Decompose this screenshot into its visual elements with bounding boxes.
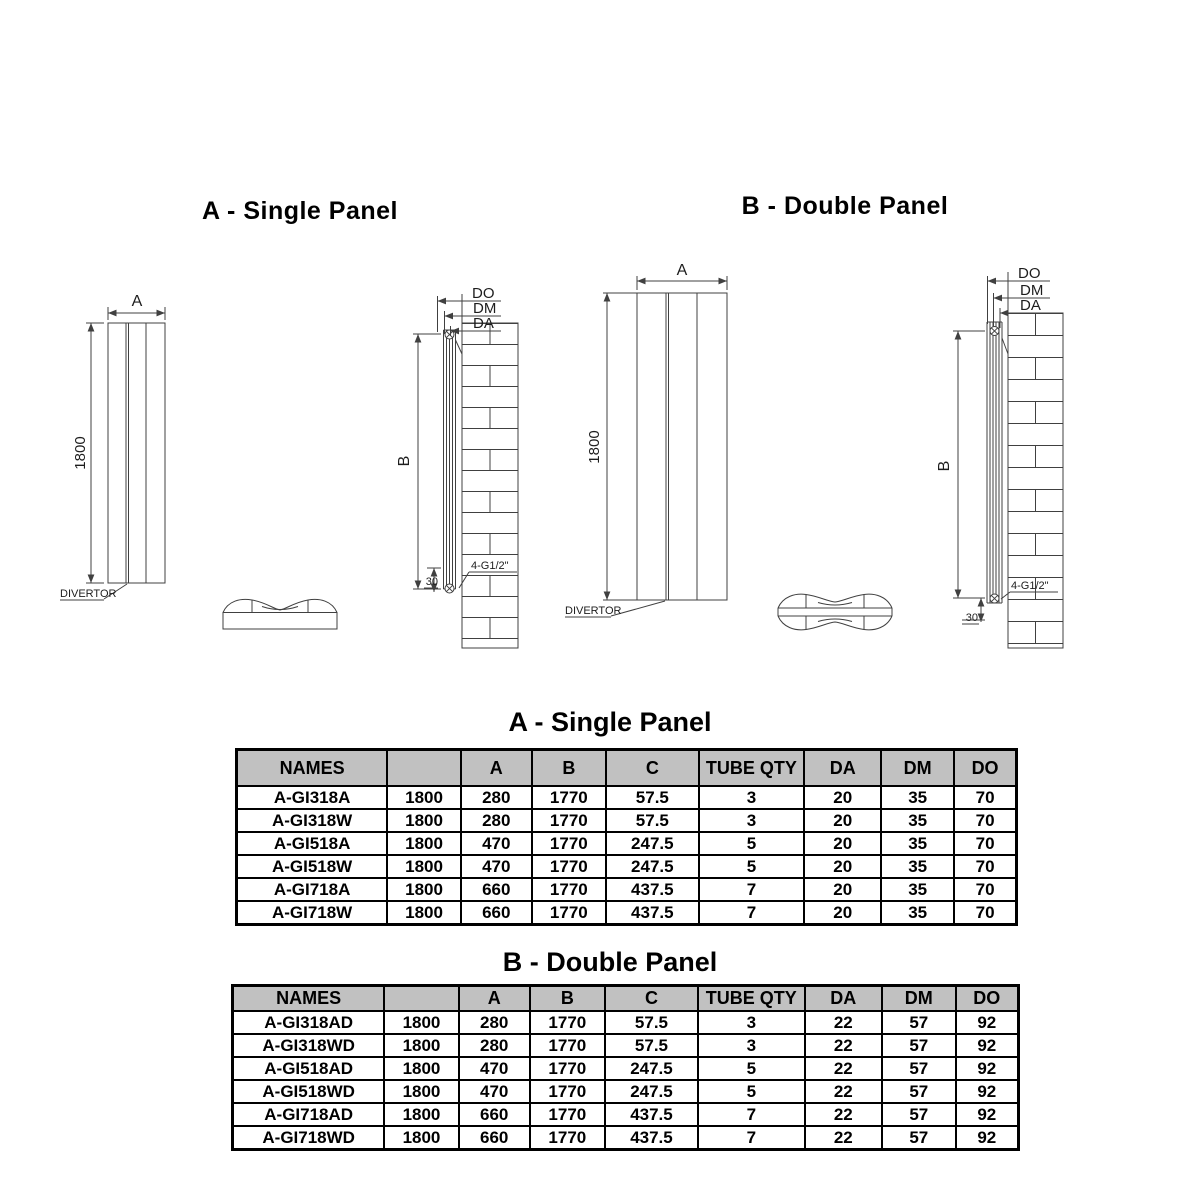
table-cell: A-GI318A (237, 786, 388, 809)
technical-drawings (0, 240, 1200, 680)
table-cell: 70 (954, 786, 1016, 809)
table-row (237, 855, 1017, 878)
dim-label-depth-b-single: B (396, 455, 413, 467)
table-cell: 35 (881, 832, 954, 855)
table-cell: 20 (804, 901, 881, 925)
table-cell: 20 (804, 832, 881, 855)
column-header: DA (805, 986, 882, 1012)
table-cell: 5 (699, 832, 805, 855)
column-header: A (459, 986, 530, 1012)
table-row (233, 1126, 1019, 1150)
table-cell: A-GI318AD (233, 1011, 385, 1034)
table-cell: 470 (459, 1080, 530, 1103)
double-panel-diagram-title: B - Double Panel (741, 192, 949, 220)
column-header: C (606, 750, 698, 787)
column-header: DA (804, 750, 881, 787)
column-header: NAMES (233, 986, 385, 1012)
column-header: DM (881, 750, 954, 787)
table-cell: 437.5 (605, 1103, 698, 1126)
table-cell: 437.5 (605, 1126, 698, 1150)
table-cell: 3 (699, 809, 805, 832)
dim-label-da-single: DA (473, 315, 494, 332)
table-cell: 20 (804, 786, 881, 809)
table-cell: 70 (954, 832, 1016, 855)
single-panel-table (235, 748, 1018, 926)
table-cell: 437.5 (606, 878, 698, 901)
table-cell: 1800 (387, 809, 461, 832)
table-cell: 437.5 (606, 901, 698, 925)
table-cell: 660 (459, 1103, 530, 1126)
table-row (233, 1080, 1019, 1103)
table-cell: A-GI318W (237, 809, 388, 832)
single-panel-table-container (235, 748, 1018, 926)
table-cell: A-GI718WD (233, 1126, 385, 1150)
dim-label-do-single: DO (472, 285, 495, 302)
table-cell: 1770 (532, 901, 607, 925)
table-cell: 7 (699, 878, 805, 901)
double-panel-table-container (231, 984, 1020, 1151)
table-cell: 1770 (532, 855, 607, 878)
column-header: TUBE QTY (698, 986, 805, 1012)
table-cell: 35 (881, 786, 954, 809)
table-cell: 57 (882, 1057, 956, 1080)
table-cell: 660 (459, 1126, 530, 1150)
table-cell: 1770 (532, 878, 607, 901)
double-panel-top-view (778, 594, 892, 630)
table-cell: 1800 (384, 1080, 458, 1103)
table-cell: 1800 (387, 855, 461, 878)
dim-label-width-single: A (131, 293, 143, 310)
table-cell: 35 (881, 809, 954, 832)
table-cell: 22 (805, 1057, 882, 1080)
table-cell: 70 (954, 901, 1016, 925)
table-cell: 35 (881, 878, 954, 901)
table-cell: 1800 (387, 832, 461, 855)
column-header: DM (882, 986, 956, 1012)
table-cell: 22 (805, 1103, 882, 1126)
table-cell: 660 (461, 878, 532, 901)
table-cell: 1770 (530, 1126, 605, 1150)
table-cell: 247.5 (606, 832, 698, 855)
column-header: C (605, 986, 698, 1012)
table-cell: A-GI518AD (233, 1057, 385, 1080)
double-panel-table (231, 984, 1020, 1151)
dim-label-height-single: 1800 (72, 436, 89, 470)
table-cell: A-GI718AD (233, 1103, 385, 1126)
dim-label-da-double: DA (1020, 297, 1041, 314)
table-row (233, 1034, 1019, 1057)
single-panel-diagram-title: A - Single Panel (201, 197, 398, 225)
table-cell: 7 (698, 1126, 805, 1150)
table-cell: A-GI318WD (233, 1034, 385, 1057)
table-cell: 280 (461, 786, 532, 809)
table-cell: 1770 (532, 832, 607, 855)
table-cell: 57 (882, 1103, 956, 1126)
dim-label-30-double: 30 (965, 612, 978, 624)
table-cell: 57.5 (605, 1034, 698, 1057)
table-cell: 1770 (532, 786, 607, 809)
table-cell: 35 (881, 901, 954, 925)
table-cell: 5 (698, 1057, 805, 1080)
table-cell: 57.5 (605, 1011, 698, 1034)
divertor-label-single: DIVERTOR (60, 588, 117, 600)
table-cell: 1800 (384, 1034, 458, 1057)
table-cell: A-GI518WD (233, 1080, 385, 1103)
single-panel-top-view (223, 599, 337, 629)
table-cell: 247.5 (605, 1080, 698, 1103)
table-cell: 20 (804, 855, 881, 878)
table-cell: 1770 (532, 809, 607, 832)
table-cell: 280 (461, 809, 532, 832)
table-cell: 3 (698, 1011, 805, 1034)
column-header: DO (954, 750, 1016, 787)
table-row (237, 786, 1017, 809)
single-panel-side-view (413, 294, 518, 648)
table-cell: 57.5 (606, 786, 698, 809)
table-cell: 92 (956, 1057, 1019, 1080)
column-header (387, 750, 461, 787)
table-cell: 5 (699, 855, 805, 878)
dim-label-width-double: A (676, 262, 688, 279)
table-cell: 1800 (387, 901, 461, 925)
table-cell: 470 (461, 832, 532, 855)
table-cell: 92 (956, 1080, 1019, 1103)
table-cell: 70 (954, 855, 1016, 878)
table-cell: 92 (956, 1126, 1019, 1150)
dim-label-dm-single: DM (473, 300, 497, 317)
table-cell: 247.5 (606, 855, 698, 878)
table-row (237, 901, 1017, 925)
table-cell: 280 (459, 1011, 530, 1034)
double-panel-table-title: B - Double Panel (502, 947, 718, 977)
table-cell: 660 (461, 901, 532, 925)
table-row (237, 878, 1017, 901)
table-cell: 1800 (384, 1126, 458, 1150)
table-cell: 3 (699, 786, 805, 809)
table-cell: 3 (698, 1034, 805, 1057)
divertor-label-double: DIVERTOR (565, 605, 622, 617)
dim-label-do-double: DO (1018, 265, 1041, 282)
table-cell: 470 (459, 1057, 530, 1080)
table-row (233, 1103, 1019, 1126)
table-cell: 57 (882, 1080, 956, 1103)
table-cell: 247.5 (605, 1057, 698, 1080)
table-cell: A-GI718W (237, 901, 388, 925)
fitting-label-single: 4-G1/2" (471, 560, 509, 572)
table-cell: 1800 (384, 1011, 458, 1034)
table-cell: 1800 (387, 786, 461, 809)
table-cell: 20 (804, 878, 881, 901)
table-row (237, 809, 1017, 832)
table-cell: 1800 (384, 1103, 458, 1126)
table-cell: 22 (805, 1011, 882, 1034)
header-row (233, 986, 1019, 1012)
table-row (237, 832, 1017, 855)
table-cell: 22 (805, 1034, 882, 1057)
table-cell: 1770 (530, 1057, 605, 1080)
dim-label-height-double: 1800 (586, 430, 603, 464)
table-cell: 1770 (530, 1080, 605, 1103)
table-cell: 7 (698, 1103, 805, 1126)
column-header: TUBE QTY (699, 750, 805, 787)
table-cell: A-GI518A (237, 832, 388, 855)
column-header: A (461, 750, 532, 787)
table-cell: A-GI518W (237, 855, 388, 878)
table-row (233, 1057, 1019, 1080)
column-header: DO (956, 986, 1019, 1012)
table-cell: 7 (699, 901, 805, 925)
table-row (233, 1011, 1019, 1034)
fitting-label-double: 4-G1/2" (1011, 580, 1049, 592)
dim-label-30-single: 30 (425, 576, 438, 588)
table-cell: 92 (956, 1034, 1019, 1057)
table-cell: 470 (461, 855, 532, 878)
table-cell: 35 (881, 855, 954, 878)
column-header (384, 986, 458, 1012)
table-cell: 5 (698, 1080, 805, 1103)
column-header: NAMES (237, 750, 388, 787)
table-cell: 92 (956, 1103, 1019, 1126)
table-cell: 22 (805, 1126, 882, 1150)
table-cell: 22 (805, 1080, 882, 1103)
table-cell: 57 (882, 1011, 956, 1034)
table-cell: 1800 (387, 878, 461, 901)
table-cell: 1770 (530, 1034, 605, 1057)
dim-label-depth-b-double: B (936, 460, 953, 472)
table-cell: 92 (956, 1011, 1019, 1034)
dim-label-dm-double: DM (1020, 282, 1044, 299)
table-cell: 280 (459, 1034, 530, 1057)
header-row (237, 750, 1017, 787)
table-cell: 57 (882, 1126, 956, 1150)
table-cell: 57 (882, 1034, 956, 1057)
table-cell: 1770 (530, 1011, 605, 1034)
table-cell: 70 (954, 878, 1016, 901)
column-header: B (532, 750, 607, 787)
table-cell: A-GI718A (237, 878, 388, 901)
table-cell: 1800 (384, 1057, 458, 1080)
table-cell: 57.5 (606, 809, 698, 832)
column-header: B (530, 986, 605, 1012)
table-cell: 20 (804, 809, 881, 832)
table-cell: 70 (954, 809, 1016, 832)
single-panel-table-title: A - Single Panel (508, 707, 712, 737)
table-cell: 1770 (530, 1103, 605, 1126)
